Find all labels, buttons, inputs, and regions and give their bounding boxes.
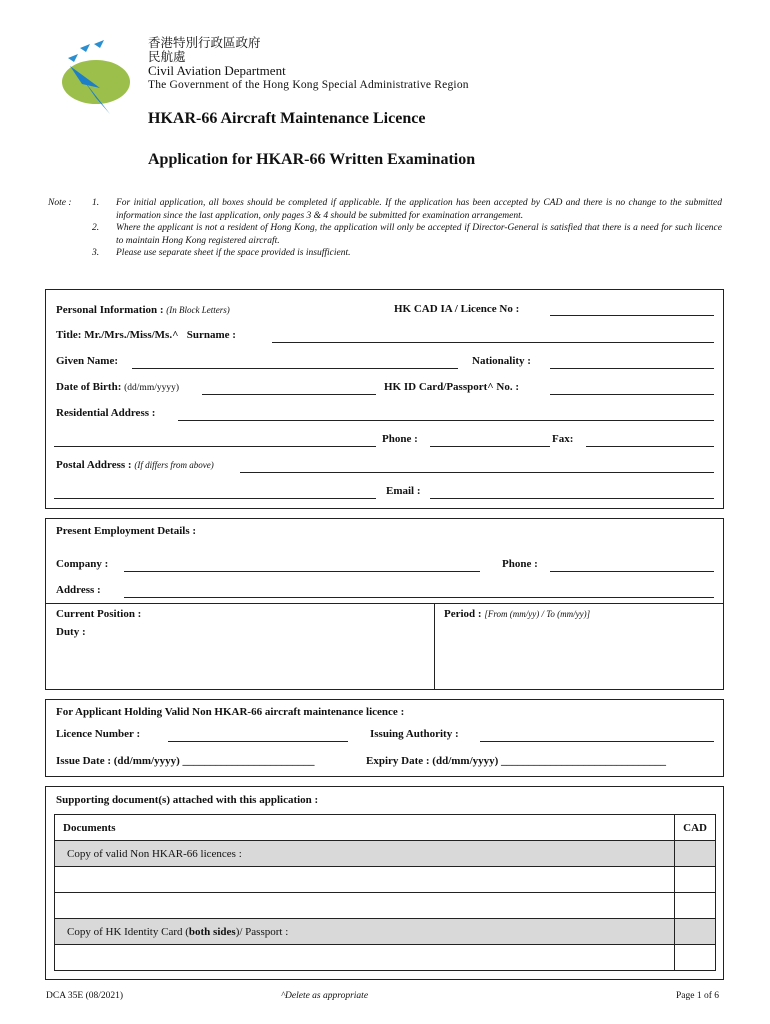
cad-check-cell[interactable] (675, 945, 716, 971)
issuing-authority-field[interactable] (480, 741, 714, 742)
title-label: Title: Mr./Mrs./Miss/Ms.^ Surname : (56, 329, 236, 341)
cad-check-cell[interactable] (675, 841, 716, 867)
phone-field[interactable] (430, 446, 550, 447)
postal-address-field-1[interactable] (240, 472, 714, 473)
org-zh-1: 香港特別行政區政府 (148, 36, 261, 50)
supporting-docs-section (45, 786, 724, 980)
email-label: Email : (386, 485, 421, 497)
period-label[interactable]: Period : [From (mm/yy) / To (mm/yy)] (444, 608, 591, 620)
supporting-docs-table (54, 814, 716, 971)
licence-number-label: Licence Number : (56, 728, 141, 740)
divider (434, 603, 435, 689)
phone-label: Phone : (382, 433, 418, 445)
doc-entry-cell[interactable] (55, 893, 675, 919)
licence-number-field[interactable] (168, 741, 348, 742)
id-card-label: HK ID Card/Passport^ No. : (384, 381, 520, 393)
postal-address-label: Postal Address : (If differs from above) (56, 459, 214, 471)
company-label: Company : (56, 558, 109, 570)
doc-row-hkid: Copy of HK Identity Card (both sides)/ Passport : (55, 919, 675, 945)
doc-row-non-hkar: Copy of valid Non HKAR-66 licences : (55, 841, 675, 867)
notes-label: Note : (48, 198, 72, 208)
cad-check-cell[interactable] (675, 867, 716, 893)
expiry-date-field[interactable]: Expiry Date : (dd/mm/yyyy) ______________________________ (366, 755, 667, 767)
licence-no-field[interactable] (550, 315, 714, 316)
company-field[interactable] (124, 571, 480, 572)
page-number: Page 1 of 6 (676, 991, 720, 1001)
note-item: 1. For initial application, all boxes should be completed if applicable. If the application has been accepted by CAD and there is no change to the submitted information since the last application, only pages 3 & 4 should be submitted for examination arrangement. (92, 198, 722, 221)
doc-entry-cell[interactable] (55, 867, 675, 893)
delete-note: ^Delete as appropriate (281, 991, 369, 1001)
cad-logo (60, 38, 142, 120)
supporting-heading: Supporting document(s) attached with this application : (56, 794, 319, 806)
note-item: 3. Please use separate sheet if the space provided is insufficient. (92, 248, 351, 258)
dob-label: Date of Birth: (dd/mm/yyyy) (56, 381, 180, 393)
postal-address-field-2[interactable] (54, 498, 376, 499)
res-address-field-2[interactable] (54, 446, 376, 447)
given-name-label: Given Name: (56, 355, 119, 367)
cad-check-cell[interactable] (675, 919, 716, 945)
org-zh-2: 民航處 (148, 50, 186, 64)
surname-field[interactable] (272, 342, 714, 343)
id-card-field[interactable] (550, 394, 714, 395)
cad-check-cell[interactable] (675, 893, 716, 919)
gov-en: The Government of the Hong Kong Special Administrative Region (148, 79, 469, 91)
employment-section (45, 518, 724, 690)
fax-label: Fax: (552, 433, 574, 445)
dob-field[interactable] (202, 394, 376, 395)
position-label[interactable]: Current Position : (56, 608, 142, 620)
cad-header: CAD (675, 815, 716, 841)
org-en: Civil Aviation Department (148, 63, 286, 78)
issuing-authority-label: Issuing Authority : (370, 728, 459, 740)
page-subtitle: Application for HKAR-66 Written Examination (148, 151, 476, 168)
duty-label[interactable]: Duty : (56, 626, 86, 638)
note-item: 2. Where the applicant is not a resident of Hong Kong, the application will only be accepted if Director-General is satisfied that there is a need for such licence to maintain Hong Kong registered aircraft. (92, 223, 722, 246)
emp-address-label: Address : (56, 584, 101, 596)
nationality-field[interactable] (550, 368, 714, 369)
personal-info-heading: Personal Information : (In Block Letters) (56, 304, 230, 316)
documents-header: Documents (55, 815, 675, 841)
issue-date-field[interactable]: Issue Date : (dd/mm/yyyy) ________________________ (56, 755, 315, 767)
divider (46, 603, 723, 604)
org-block (148, 36, 469, 92)
res-address-label: Residential Address : (56, 407, 156, 419)
emp-address-field[interactable] (124, 597, 714, 598)
page-title: HKAR-66 Aircraft Maintenance Licence (148, 110, 426, 127)
fax-field[interactable] (586, 446, 714, 447)
res-address-field-1[interactable] (178, 420, 714, 421)
non-hkar-heading: For Applicant Holding Valid Non HKAR-66 aircraft maintenance licence : (56, 706, 405, 718)
emp-phone-label: Phone : (502, 558, 538, 570)
non-hkar-section (45, 699, 724, 777)
nationality-label: Nationality : (472, 355, 531, 367)
form-code: DCA 35E (08/2021) (46, 991, 124, 1001)
given-name-field[interactable] (132, 368, 458, 369)
licence-no-label: HK CAD IA / Licence No : (394, 303, 520, 315)
personal-info-section (45, 289, 724, 509)
email-field[interactable] (430, 498, 714, 499)
emp-phone-field[interactable] (550, 571, 714, 572)
doc-entry-cell[interactable] (55, 945, 675, 971)
employment-heading: Present Employment Details : (56, 525, 197, 537)
